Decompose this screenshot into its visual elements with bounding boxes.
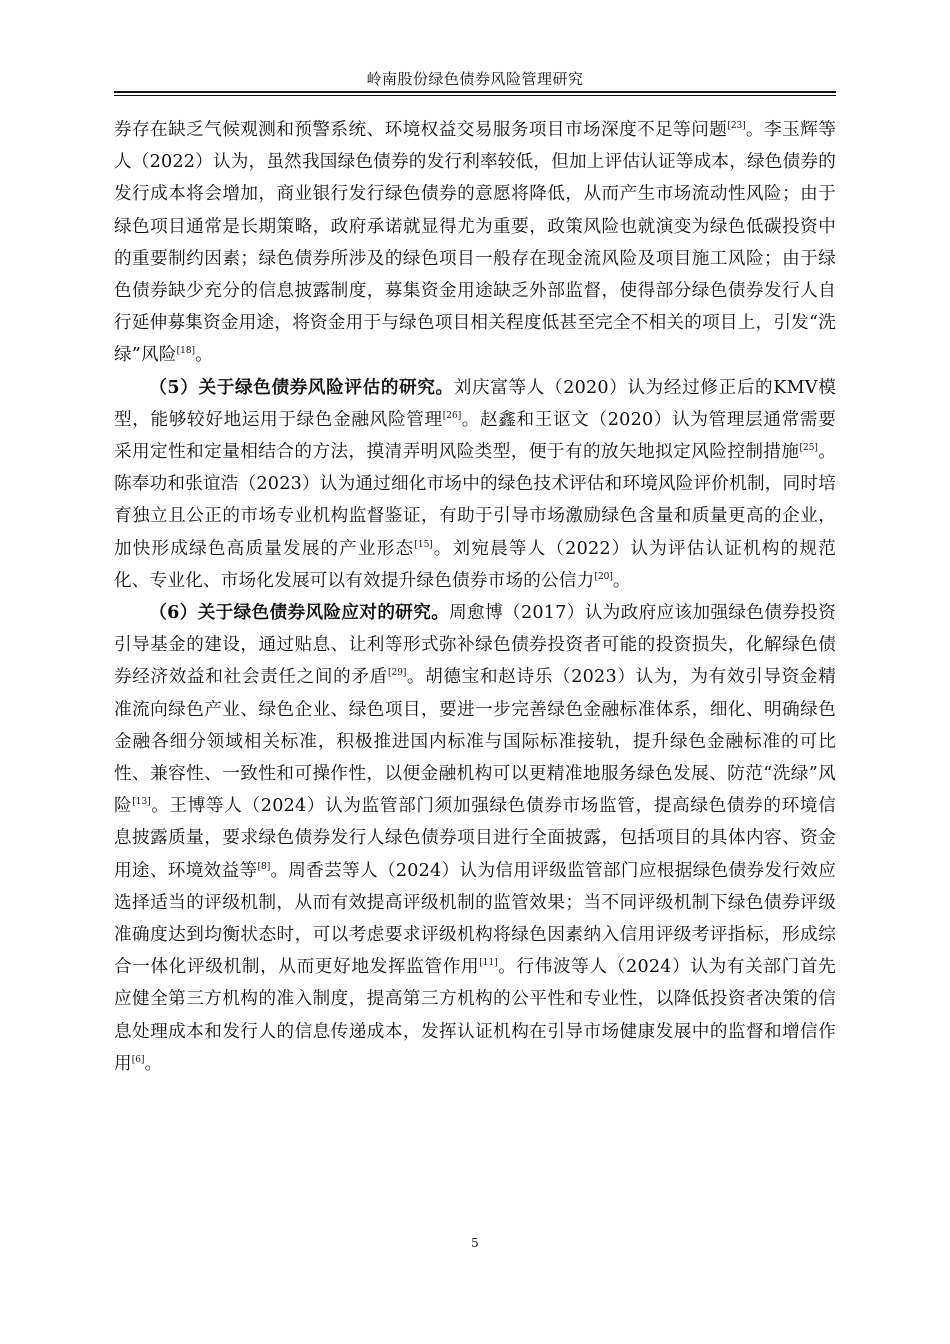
section-lead-heading: （5）关于绿色债券风险评估的研究。: [149, 376, 454, 398]
citation-ref: [6]: [131, 1054, 145, 1065]
text-run: 。周香芸等人（2024）认为信用评级监管部门应根据绿色债券发行效应选择适当的评级机制，从而有效提高评级机制的监管效果；当不同评级机制下绿色债券评级准确度达到均衡状态时，可以考虑要求评级机构将绿色因素纳入信用评级考评指标，形成综合一体化评级机制，从而更好地发挥监管作用: [114, 860, 836, 978]
text-run: 券存在缺乏气候观测和预警系统、环境权益交易服务项目市场深度不足等问题: [114, 120, 728, 140]
text-run: 。胡德宝和赵诗乐（2023）认为，为有效引导资金精准流向绿色产业、绿色企业、绿色项目，要进一步完善绿色金融标准体系，细化、明确绿色金融各细分领域相关标准，积极推进国内标准与国际标准接轨，提升绿色金融标准的可比性、兼容性、一致性和可操作性，以便金融机构可以更精准地服务绿色发展、防范“洗绿”风险: [114, 667, 836, 817]
body-text: [114, 114, 836, 1080]
text-run: 。: [612, 570, 631, 591]
paragraph-risk-response: [114, 597, 836, 1080]
text-run: 。王博等人（2024）认为监管部门须加强绿色债券市场监管，提高绿色债券的环境信息披露质量，要求绿色债券发行人绿色债券项目进行全面披露，包括项目的具体内容、资金用途、环境效益等: [114, 796, 836, 881]
text-run: 刘庆富等人（2020）认为经过修正后的KMV模型，能够较好地运用于绿色金融风险管理: [114, 377, 836, 430]
citation-ref: [20]: [594, 571, 613, 582]
citation-ref: [18]: [176, 346, 196, 357]
text-run: 。李玉辉等人（2022）认为，虽然我国绿色债券的发行利率较低，但加上评估认证等成本，绿色债券的发行成本将会增加，商业银行发行绿色债券的意愿将降低，从而产生市场流动性风险；由于绿色项目通常是长期策略，政府承诺就显得尤为重要，政策风险也就演变为绿色低碳投资中的重要制约因素；绿色债券所涉及的绿色项目一般存在现金流风险及项目施工风险；由于绿色债券缺少充分的信息披露制度，募集资金用途缺乏外部监督，使得部分绿色债券发行人自行延伸募集资金用途，将资金用于与绿色项目相关程度低甚至完全不相关的项目上，引发“洗绿”风险: [114, 120, 836, 366]
header-rule-thin: [114, 95, 836, 96]
running-header: 岭南股份绿色债券风险管理研究: [366, 70, 584, 88]
text-run: 。赵鑫和王讴文（2020）认为管理层通常需要采用定性和定量相结合的方法，摸清弄明风险类型，便于有的放矢地拟定风险控制措施: [114, 409, 836, 463]
text-run: 。陈奉功和张谊浩（2023）认为通过细化市场中的绿色技术评估和环境风险评价机制，同时培育独立且公正的市场专业机构监督鉴证，有助于引导市场激励绿色含量和质量更高的企业，加快形成绿色高质量发展的产业形态: [114, 442, 836, 559]
citation-ref: [15]: [414, 539, 433, 550]
text-run: 。行伟波等人（2024）认为有关部门首先应健全第三方机构的准入制度，提高第三方机构的公平性和专业性，以降低投资者决策的信息处理成本和发行人的信息传递成本，发挥认证机构在引导市场健康发展中的监督和增信作用: [114, 957, 836, 1074]
text-run: 。: [195, 345, 213, 366]
citation-ref: [11]: [479, 958, 498, 969]
paragraph-continuation: [114, 114, 836, 372]
text-run: 。刘宛晨等人（2022）认为评估认证机构的规范化、专业化、市场化发展可以有效提升绿色债券市场的公信力: [114, 538, 836, 591]
citation-ref: [23]: [727, 121, 746, 131]
citation-ref: [8]: [257, 861, 271, 872]
text-run: 。: [144, 1053, 163, 1074]
citation-ref: [26]: [442, 410, 462, 421]
page-number: 5: [471, 1236, 479, 1250]
citation-ref: [13]: [132, 797, 151, 808]
paragraph-risk-assessment: [114, 372, 836, 597]
text-run: 周愈博（2017）认为政府应该加强绿色债券投资引导基金的建设，通过贴息、让利等形式弥补绿色债券投资者可能的投资损失，化解绿色债券经济效益和社会责任之间的矛盾: [114, 603, 836, 688]
citation-ref: [29]: [387, 668, 407, 679]
header-rule-thick: [114, 91, 836, 93]
citation-ref: [25]: [799, 443, 818, 454]
section-lead-heading: （6）关于绿色债券风险应对的研究。: [149, 602, 450, 624]
